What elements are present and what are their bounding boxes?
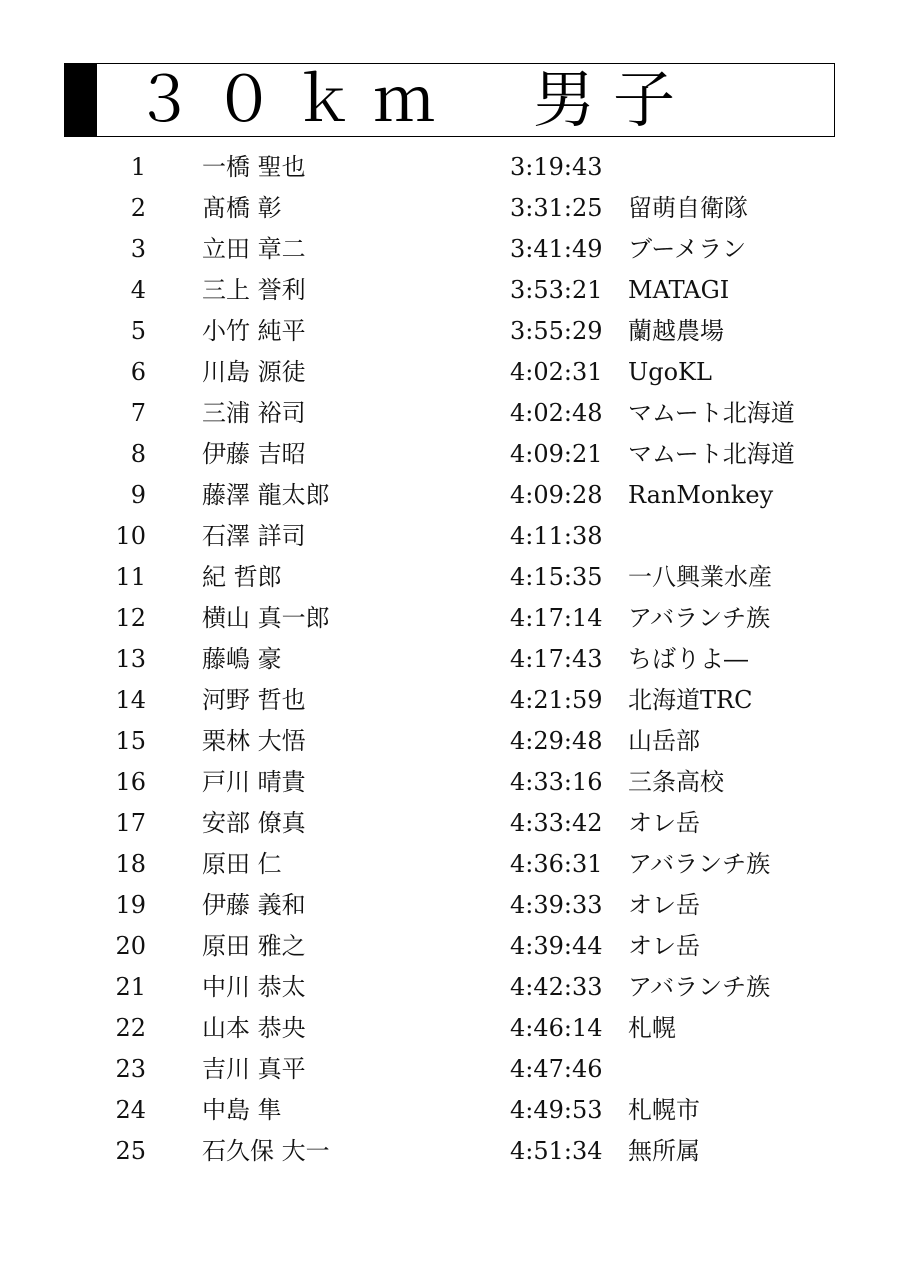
rank-cell: 17	[115, 809, 146, 837]
club-cell: 蘭越農場	[628, 317, 724, 345]
club-cell: アバランチ族	[628, 850, 771, 878]
club-cell: 留萌自衛隊	[628, 194, 748, 222]
time-cell: 3:55:29	[510, 317, 603, 345]
club-cell: MATAGI	[628, 276, 730, 304]
rank-cell: 5	[130, 317, 146, 345]
club-cell: 札幌	[628, 1014, 676, 1042]
club-cell: 三条高校	[628, 768, 724, 796]
time-cell: 4:09:28	[510, 481, 603, 509]
time-cell: 4:46:14	[510, 1014, 603, 1042]
name-cell: 伊藤 吉昭	[202, 440, 306, 468]
result-row	[0, 803, 900, 844]
time-cell: 4:29:48	[510, 727, 603, 755]
rank-cell: 8	[130, 440, 146, 468]
result-row	[0, 680, 900, 721]
time-cell: 3:53:21	[510, 276, 603, 304]
time-cell: 4:15:35	[510, 563, 603, 591]
result-row	[0, 844, 900, 885]
club-cell: マムート北海道	[628, 440, 795, 468]
time-cell: 3:19:43	[510, 153, 603, 181]
result-row	[0, 762, 900, 803]
time-cell: 4:47:46	[510, 1055, 603, 1083]
rank-cell: 13	[115, 645, 146, 673]
name-cell: 小竹 純平	[202, 317, 306, 345]
result-row	[0, 393, 900, 434]
club-cell: アバランチ族	[628, 973, 771, 1001]
time-cell: 4:42:33	[510, 973, 603, 1001]
rank-cell: 4	[130, 276, 146, 304]
name-cell: 髙橋 彰	[202, 194, 282, 222]
name-cell: 安部 僚真	[202, 809, 306, 837]
name-cell: 戸川 晴貴	[202, 768, 306, 796]
time-cell: 4:17:43	[510, 645, 603, 673]
rank-cell: 22	[115, 1014, 146, 1042]
time-cell: 4:49:53	[510, 1096, 603, 1124]
time-cell: 4:39:33	[510, 891, 603, 919]
name-cell: 三上 誉利	[202, 276, 306, 304]
rank-cell: 6	[130, 358, 146, 386]
rank-cell: 20	[115, 932, 146, 960]
name-cell: 川島 源徒	[202, 358, 306, 386]
club-cell: 札幌市	[628, 1096, 700, 1124]
name-cell: 原田 雅之	[202, 932, 306, 960]
results-list	[0, 147, 900, 1172]
time-cell: 4:33:42	[510, 809, 603, 837]
result-row	[0, 967, 900, 1008]
result-row	[0, 1090, 900, 1131]
rank-cell: 15	[115, 727, 146, 755]
name-cell: 紀 哲郎	[202, 563, 282, 591]
time-cell: 4:21:59	[510, 686, 603, 714]
name-cell: 吉川 真平	[202, 1055, 306, 1083]
name-cell: 中島 隼	[202, 1096, 282, 1124]
result-row	[0, 721, 900, 762]
time-cell: 4:33:16	[510, 768, 603, 796]
rank-cell: 25	[115, 1137, 146, 1165]
name-cell: 藤嶋 豪	[202, 645, 282, 673]
rank-cell: 23	[115, 1055, 146, 1083]
rank-cell: 10	[115, 522, 146, 550]
club-cell: 無所属	[628, 1137, 700, 1165]
result-row	[0, 475, 900, 516]
club-cell: UgoKL	[628, 358, 712, 386]
result-row	[0, 229, 900, 270]
name-cell: 横山 真一郎	[202, 604, 330, 632]
name-cell: 三浦 裕司	[202, 399, 306, 427]
result-row	[0, 147, 900, 188]
result-row	[0, 434, 900, 475]
time-cell: 4:02:48	[510, 399, 603, 427]
time-cell: 3:41:49	[510, 235, 603, 263]
rank-cell: 14	[115, 686, 146, 714]
club-cell: 北海道TRC	[628, 686, 753, 714]
name-cell: 石澤 詳司	[202, 522, 306, 550]
name-cell: 一橋 聖也	[202, 153, 306, 181]
rank-cell: 12	[115, 604, 146, 632]
title-box	[64, 63, 835, 137]
result-row	[0, 885, 900, 926]
rank-cell: 7	[130, 399, 146, 427]
result-row	[0, 1131, 900, 1172]
name-cell: 中川 恭太	[202, 973, 306, 1001]
club-cell: オレ岳	[628, 809, 700, 837]
club-cell: 一八興業水産	[628, 563, 772, 591]
result-row	[0, 188, 900, 229]
time-cell: 4:11:38	[510, 522, 603, 550]
rank-cell: 16	[115, 768, 146, 796]
club-cell: RanMonkey	[628, 481, 774, 509]
time-cell: 4:09:21	[510, 440, 603, 468]
name-cell: 藤澤 龍太郎	[202, 481, 330, 509]
club-cell: オレ岳	[628, 891, 700, 919]
time-cell: 4:51:34	[510, 1137, 603, 1165]
result-row	[0, 352, 900, 393]
name-cell: 原田 仁	[202, 850, 282, 878]
name-cell: 山本 恭央	[202, 1014, 306, 1042]
title-accent-bar	[65, 64, 97, 136]
name-cell: 栗林 大悟	[202, 727, 306, 755]
rank-cell: 1	[130, 153, 146, 181]
name-cell: 立田 章二	[202, 235, 306, 263]
result-row	[0, 598, 900, 639]
result-row	[0, 639, 900, 680]
rank-cell: 21	[115, 973, 146, 1001]
time-cell: 4:17:14	[510, 604, 603, 632]
result-row	[0, 311, 900, 352]
club-cell: アバランチ族	[628, 604, 771, 632]
page-title: ３０ｋｍ 男子	[133, 63, 694, 136]
rank-cell: 24	[115, 1096, 146, 1124]
rank-cell: 11	[115, 563, 146, 591]
rank-cell: 9	[130, 481, 146, 509]
time-cell: 4:39:44	[510, 932, 603, 960]
name-cell: 伊藤 義和	[202, 891, 306, 919]
time-cell: 4:02:31	[510, 358, 603, 386]
result-row	[0, 1008, 900, 1049]
club-cell: 山岳部	[628, 727, 700, 755]
result-row	[0, 1049, 900, 1090]
club-cell: ブーメラン	[628, 235, 747, 263]
time-cell: 3:31:25	[510, 194, 603, 222]
result-row	[0, 516, 900, 557]
rank-cell: 19	[115, 891, 146, 919]
time-cell: 4:36:31	[510, 850, 603, 878]
club-cell: マムート北海道	[628, 399, 795, 427]
rank-cell: 18	[115, 850, 146, 878]
club-cell: ちばりよ―	[628, 645, 748, 673]
name-cell: 河野 哲也	[202, 686, 306, 714]
rank-cell: 3	[130, 235, 146, 263]
result-row	[0, 557, 900, 598]
name-cell: 石久保 大一	[202, 1137, 330, 1165]
result-row	[0, 926, 900, 967]
rank-cell: 2	[130, 194, 146, 222]
club-cell: オレ岳	[628, 932, 700, 960]
result-row	[0, 270, 900, 311]
